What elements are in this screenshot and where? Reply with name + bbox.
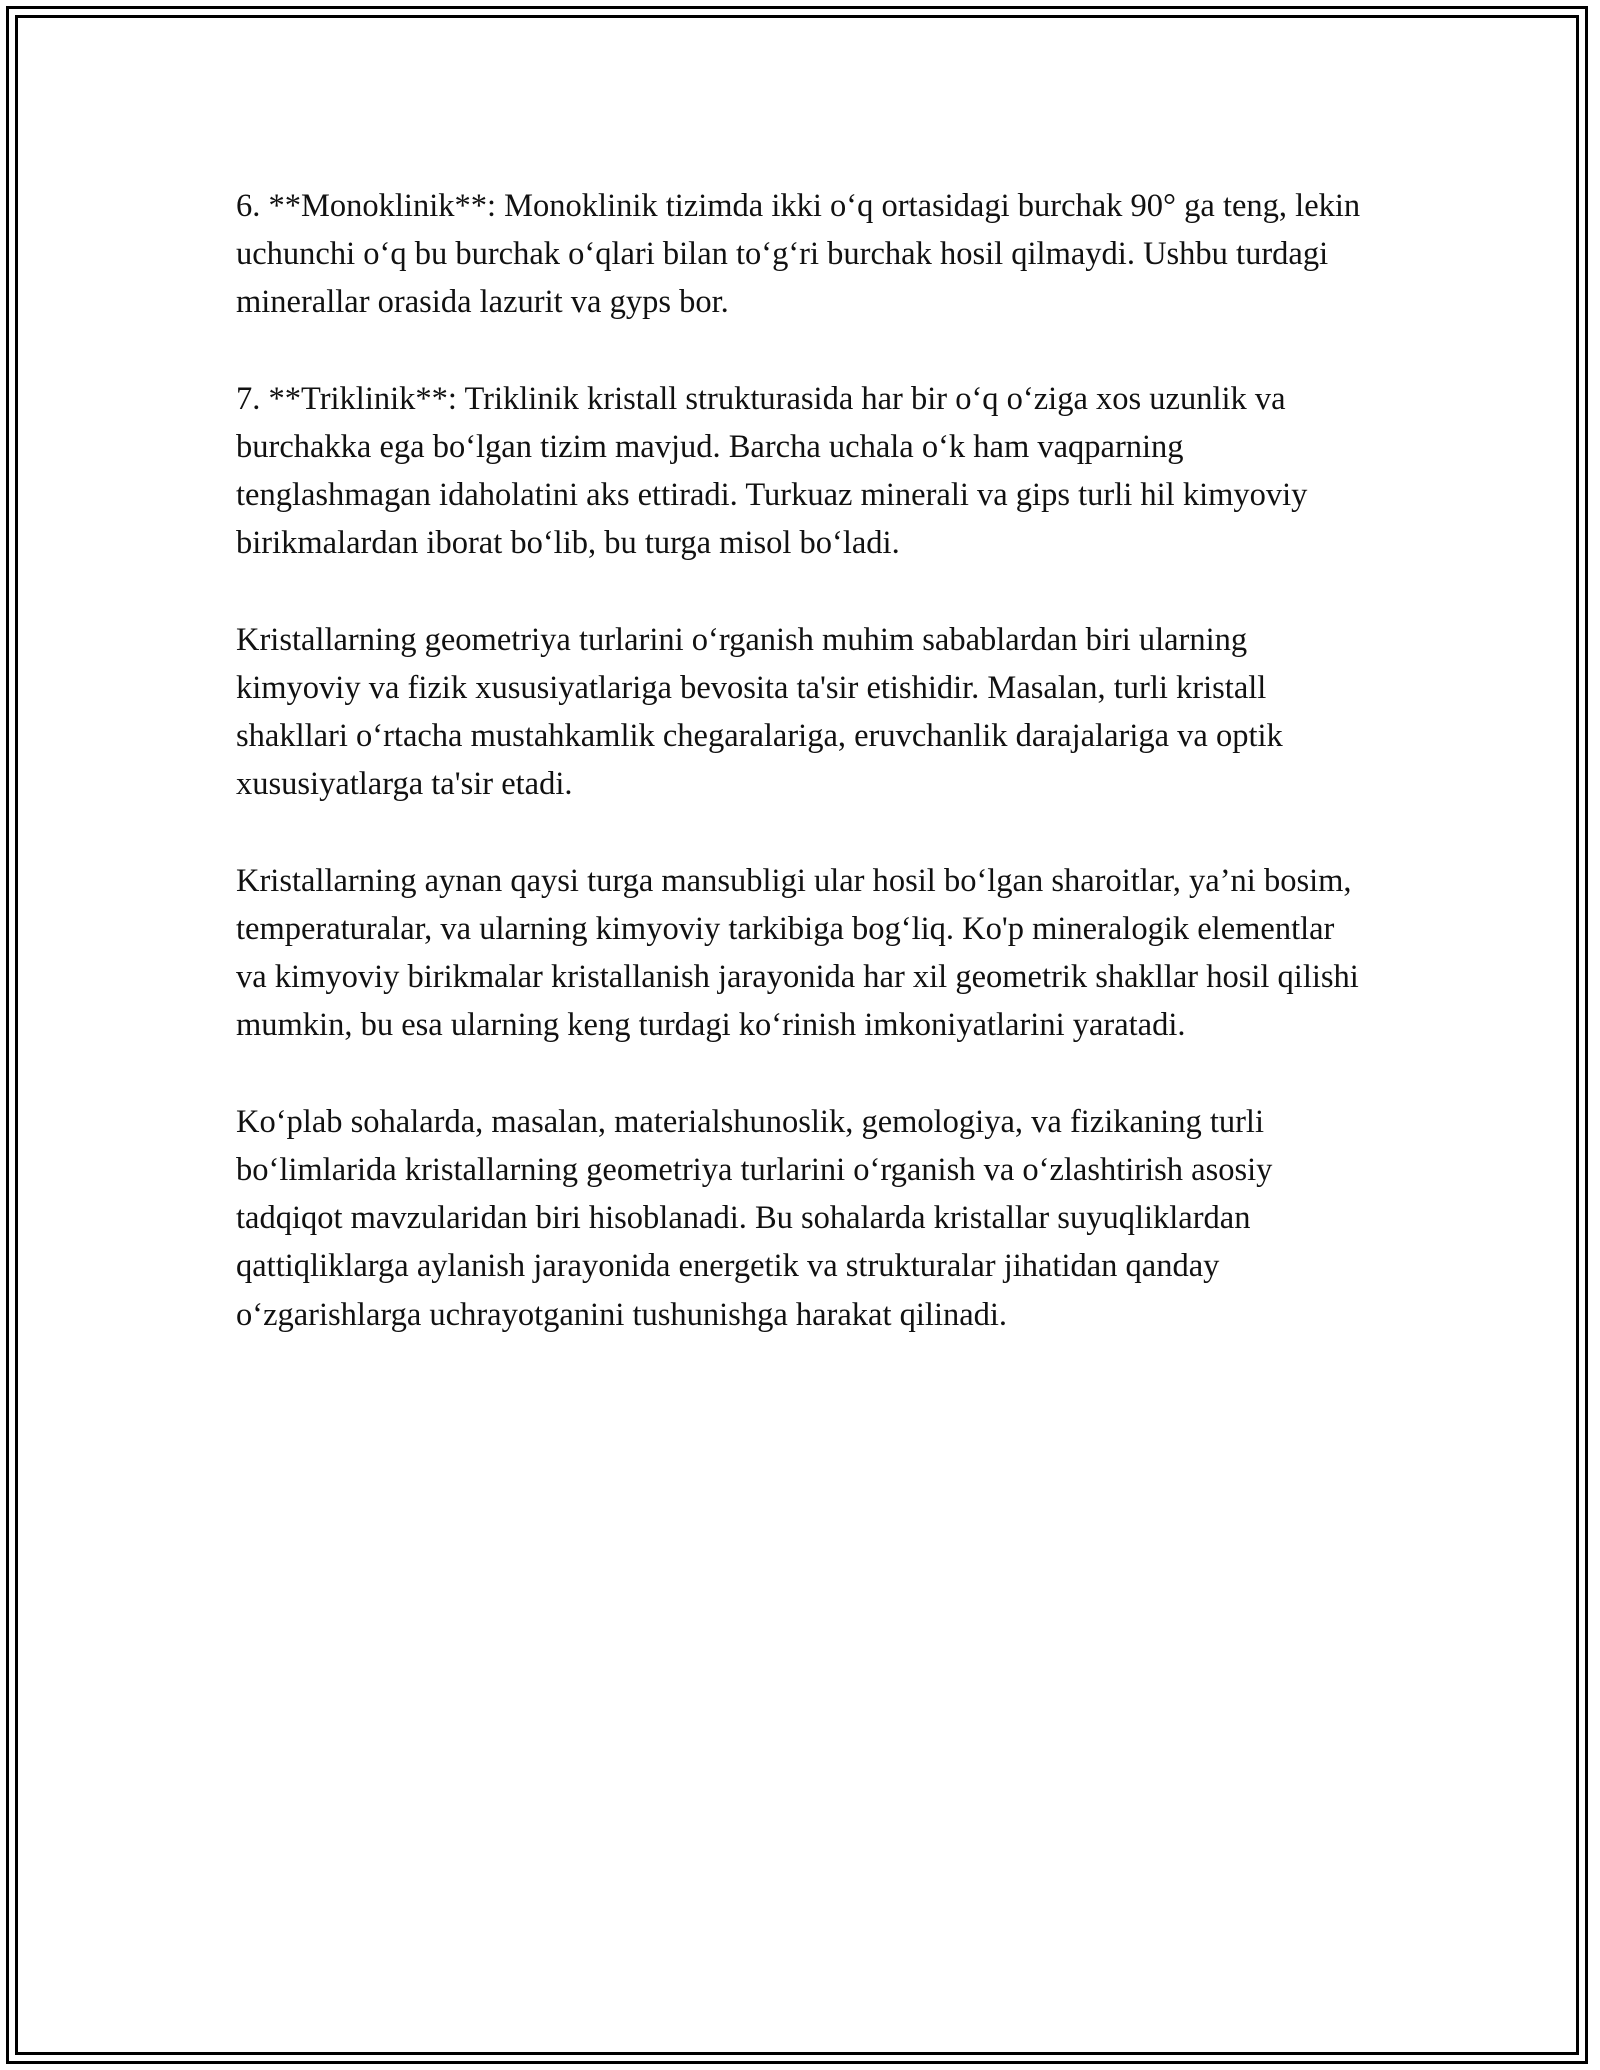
- paragraph-research-fields: Ko‘plab sohalarda, masalan, materialshunoslik, gemologiya, va fizikaning turli bo‘limlarida kristallarning geometriya turlarini o‘rganish va o‘zlashtirish asosiy tadqiqot mavzularidan biri hisoblanadi. Bu sohalarda kristallar suyuqliklardan qattiqliklarga aylanish jarayonida energetik va strukturalar jihatidan qanday o‘zgarishlarga uchrayotganini tushunishga harakat qilinadi.: [236, 1103, 1273, 1333]
- paragraph-formation-conditions: Kristallarning aynan qaysi turga mansubligi ular hosil bo‘lgan sharoitlar, ya’ni bosim, temperaturalar, va ularning kimyoviy tarkibiga bog‘liq. Ko'p mineralogik elementlar va kimyoviy birikmalar kristallanish jarayonida har xil geometrik shakllar hosil qilishi mumkin, bu esa ularning keng turdagi ko‘rinish imkoniyatlarini yaratadi.: [236, 862, 1359, 1044]
- paragraph-triklinik: 7. **Triklinik**: Triklinik kristall strukturasida har bir o‘q o‘ziga xos uzunlik va burchakka ega bo‘lgan tizim mavjud. Barcha uchala o‘k ham vaqparning tenglashmagan idaholatini aks ettiradi. Turkuaz minerali va gips turli hil kimyoviy birikmalardan iborat bo‘lib, bu turga misol bo‘ladi.: [236, 380, 1308, 562]
- paragraph-monoklinik: 6. **Monoklinik**: Monoklinik tizimda ikki o‘q ortasidagi burchak 90° ga teng, lekin uchunchi o‘q bu burchak o‘qlari bilan to‘g‘ri burchak hosil qilmaydi. Ushbu turdagi minerallar orasida lazurit va gyps bor.: [236, 188, 1361, 321]
- paragraph-geometry-importance: Kristallarning geometriya turlarini o‘rganish muhim sabablardan biri ularning kimyoviy va fizik xususiyatlariga bevosita ta'sir etishidir. Masalan, turli kristall shakllari o‘rtacha mustahkamlik chegaralariga, eruvchanlik darajalariga va optik xususiyatlarga ta'sir etadi.: [236, 621, 1283, 803]
- document-body: [236, 182, 1366, 1387]
